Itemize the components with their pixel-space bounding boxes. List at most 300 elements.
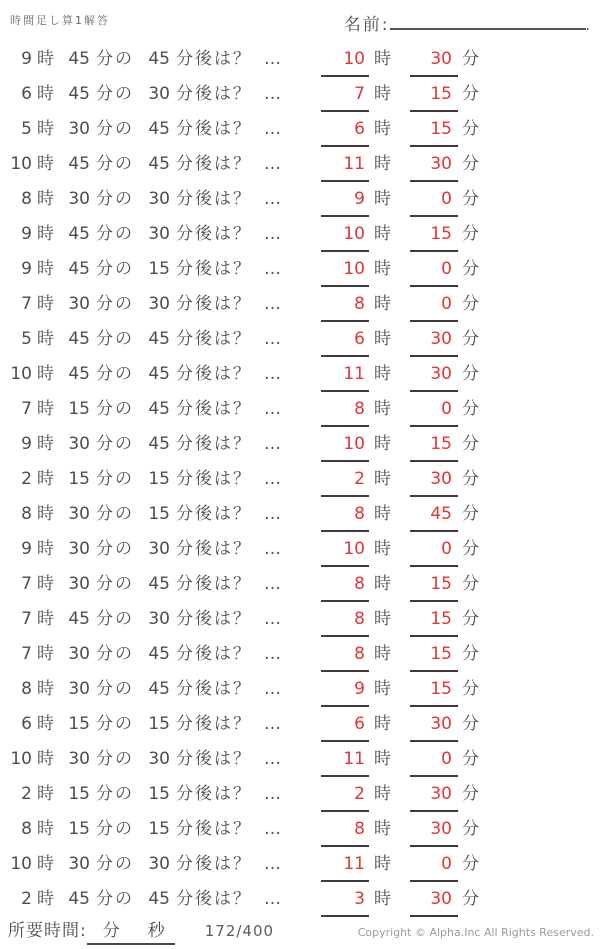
answer-hour-value: 8 xyxy=(354,294,365,314)
problem-row xyxy=(0,116,600,151)
answer-hour-blank xyxy=(321,81,369,112)
minute-no-label: 分の xyxy=(96,294,134,314)
answer-minute-blank xyxy=(410,466,458,497)
question-minute2: 45 xyxy=(148,679,170,699)
answer-minute-blank xyxy=(410,816,458,847)
ellipsis: … xyxy=(264,889,281,909)
answer-hour-blank xyxy=(321,221,369,252)
after-question-label: 分後は？ xyxy=(176,469,252,489)
answer-hour-unit-label: 時 xyxy=(374,749,391,769)
problem-row xyxy=(0,186,600,221)
after-question-label: 分後は？ xyxy=(176,259,252,279)
minute-no-label: 分の xyxy=(96,189,134,209)
answer-minute-value: 30 xyxy=(430,364,452,384)
after-question-label: 分後は？ xyxy=(176,329,252,349)
question-minute2: 30 xyxy=(148,294,170,314)
answer-minute-blank xyxy=(410,676,458,707)
time-required-blank xyxy=(87,916,175,945)
question-minute2: 45 xyxy=(148,119,170,139)
page-number: 172/400 xyxy=(204,922,275,940)
after-question-label: 分後は？ xyxy=(176,819,252,839)
question-hour: 7 xyxy=(21,644,32,664)
question-hour: 8 xyxy=(21,189,32,209)
after-question-label: 分後は？ xyxy=(176,434,252,454)
question-hour: 9 xyxy=(21,49,32,69)
hour-unit-label: 時 xyxy=(37,399,54,419)
minute-no-label: 分の xyxy=(96,469,134,489)
answer-minute-value: 0 xyxy=(441,259,452,279)
question-hour: 7 xyxy=(21,399,32,419)
answer-hour-value: 9 xyxy=(354,189,365,209)
answer-minute-blank xyxy=(410,116,458,147)
answer-minute-value: 30 xyxy=(430,714,452,734)
answer-minute-blank xyxy=(410,781,458,812)
question-hour: 7 xyxy=(21,574,32,594)
ellipsis: … xyxy=(264,434,281,454)
question-hour: 8 xyxy=(21,679,32,699)
minute-no-label: 分の xyxy=(96,854,134,874)
hour-unit-label: 時 xyxy=(37,189,54,209)
ellipsis: … xyxy=(264,364,281,384)
answer-minute-unit-label: 分 xyxy=(462,504,479,524)
question-hour: 2 xyxy=(21,784,32,804)
answer-hour-value: 3 xyxy=(354,889,365,909)
question-minute1: 30 xyxy=(68,539,90,559)
problem-row xyxy=(0,396,600,431)
after-question-label: 分後は？ xyxy=(176,714,252,734)
answer-hour-blank xyxy=(321,466,369,497)
answer-hour-unit-label: 時 xyxy=(374,539,391,559)
answer-hour-blank xyxy=(321,536,369,567)
answer-hour-unit-label: 時 xyxy=(374,364,391,384)
answer-minute-value: 15 xyxy=(430,434,452,454)
answer-hour-value: 10 xyxy=(343,224,365,244)
question-minute2: 15 xyxy=(148,504,170,524)
answer-hour-value: 2 xyxy=(354,469,365,489)
problem-row xyxy=(0,326,600,361)
ellipsis: … xyxy=(264,259,281,279)
after-question-label: 分後は？ xyxy=(176,119,252,139)
answer-minute-unit-label: 分 xyxy=(462,434,479,454)
answer-minute-unit-label: 分 xyxy=(462,329,479,349)
answer-minute-unit-label: 分 xyxy=(462,154,479,174)
hour-unit-label: 時 xyxy=(37,679,54,699)
answer-minute-blank xyxy=(410,501,458,532)
answer-minute-value: 15 xyxy=(430,574,452,594)
answer-hour-blank xyxy=(321,816,369,847)
question-hour: 6 xyxy=(21,84,32,104)
ellipsis: … xyxy=(264,399,281,419)
answer-hour-unit-label: 時 xyxy=(374,154,391,174)
question-minute2: 45 xyxy=(148,399,170,419)
minute-no-label: 分の xyxy=(96,119,134,139)
answer-hour-value: 10 xyxy=(343,259,365,279)
ellipsis: … xyxy=(264,574,281,594)
problem-row xyxy=(0,746,600,781)
hour-unit-label: 時 xyxy=(37,119,54,139)
question-minute2: 15 xyxy=(148,259,170,279)
question-minute2: 30 xyxy=(148,84,170,104)
answer-hour-unit-label: 時 xyxy=(374,329,391,349)
question-hour: 2 xyxy=(21,469,32,489)
question-minute2: 45 xyxy=(148,644,170,664)
answer-minute-unit-label: 分 xyxy=(462,399,479,419)
answer-hour-blank xyxy=(321,746,369,777)
question-minute2: 30 xyxy=(148,189,170,209)
answer-hour-blank xyxy=(321,116,369,147)
question-minute2: 45 xyxy=(148,889,170,909)
name-label: 名前: xyxy=(343,15,390,35)
answer-hour-unit-label: 時 xyxy=(374,784,391,804)
ellipsis: … xyxy=(264,189,281,209)
ellipsis: … xyxy=(264,329,281,349)
answer-hour-blank xyxy=(321,326,369,357)
ellipsis: … xyxy=(264,154,281,174)
page-title: 時間足し算1解答 xyxy=(10,14,110,27)
time-required-label: 所要時間: xyxy=(8,921,87,941)
problem-row xyxy=(0,81,600,116)
answer-minute-unit-label: 分 xyxy=(462,854,479,874)
question-minute1: 15 xyxy=(68,784,90,804)
answer-hour-value: 7 xyxy=(354,84,365,104)
answer-minute-value: 15 xyxy=(430,679,452,699)
question-hour: 9 xyxy=(21,259,32,279)
question-minute1: 30 xyxy=(68,854,90,874)
problem-row xyxy=(0,291,600,326)
hour-unit-label: 時 xyxy=(37,259,54,279)
answer-minute-unit-label: 分 xyxy=(462,539,479,559)
answer-hour-unit-label: 時 xyxy=(374,504,391,524)
answer-minute-value: 30 xyxy=(430,154,452,174)
question-minute2: 15 xyxy=(148,784,170,804)
answer-hour-unit-label: 時 xyxy=(374,259,391,279)
answer-minute-unit-label: 分 xyxy=(462,644,479,664)
problem-row xyxy=(0,46,600,81)
answer-hour-blank xyxy=(321,606,369,637)
question-hour: 8 xyxy=(21,504,32,524)
after-question-label: 分後は？ xyxy=(176,854,252,874)
answer-minute-unit-label: 分 xyxy=(462,609,479,629)
answer-hour-unit-label: 時 xyxy=(374,854,391,874)
minute-no-label: 分の xyxy=(96,574,134,594)
answer-hour-value: 6 xyxy=(354,329,365,349)
question-minute1: 45 xyxy=(68,609,90,629)
answer-hour-blank xyxy=(321,396,369,427)
answer-hour-blank xyxy=(321,501,369,532)
answer-hour-value: 9 xyxy=(354,679,365,699)
problem-row xyxy=(0,256,600,291)
ellipsis: … xyxy=(264,224,281,244)
answer-hour-blank xyxy=(321,676,369,707)
answer-minute-unit-label: 分 xyxy=(462,574,479,594)
answer-hour-unit-label: 時 xyxy=(374,224,391,244)
question-minute1: 30 xyxy=(68,434,90,454)
answer-hour-unit-label: 時 xyxy=(374,609,391,629)
answer-hour-unit-label: 時 xyxy=(374,679,391,699)
hour-unit-label: 時 xyxy=(37,609,54,629)
answer-hour-value: 2 xyxy=(354,784,365,804)
question-minute2: 30 xyxy=(148,224,170,244)
question-minute1: 15 xyxy=(68,819,90,839)
problem-row xyxy=(0,466,600,501)
answer-minute-blank xyxy=(410,746,458,777)
question-hour: 9 xyxy=(21,434,32,454)
answer-minute-value: 0 xyxy=(441,294,452,314)
answer-hour-unit-label: 時 xyxy=(374,119,391,139)
minute-no-label: 分の xyxy=(96,539,134,559)
answer-minute-blank xyxy=(410,326,458,357)
answer-hour-blank xyxy=(321,151,369,182)
question-minute2: 30 xyxy=(148,539,170,559)
name-blank-line xyxy=(390,8,586,30)
hour-unit-label: 時 xyxy=(37,294,54,314)
after-question-label: 分後は？ xyxy=(176,154,252,174)
problem-row xyxy=(0,431,600,466)
after-question-label: 分後は？ xyxy=(176,189,252,209)
answer-hour-value: 8 xyxy=(354,399,365,419)
answer-minute-value: 0 xyxy=(441,749,452,769)
question-minute1: 15 xyxy=(68,469,90,489)
problem-row xyxy=(0,851,600,886)
problem-row xyxy=(0,571,600,606)
answer-hour-blank xyxy=(321,571,369,602)
question-hour: 10 xyxy=(10,749,32,769)
answer-minute-value: 0 xyxy=(441,189,452,209)
hour-unit-label: 時 xyxy=(37,574,54,594)
question-minute2: 45 xyxy=(148,434,170,454)
after-question-label: 分後は？ xyxy=(176,84,252,104)
answer-minute-value: 0 xyxy=(441,539,452,559)
name-line-period: . xyxy=(585,18,590,34)
copyright-text: Copyright © Alpha.Inc All Rights Reserved. xyxy=(357,926,594,939)
after-question-label: 分後は？ xyxy=(176,889,252,909)
question-minute1: 45 xyxy=(68,49,90,69)
minute-no-label: 分の xyxy=(96,784,134,804)
ellipsis: … xyxy=(264,784,281,804)
hour-unit-label: 時 xyxy=(37,539,54,559)
answer-minute-unit-label: 分 xyxy=(462,889,479,909)
answer-hour-blank xyxy=(321,186,369,217)
hour-unit-label: 時 xyxy=(37,854,54,874)
answer-hour-value: 10 xyxy=(343,539,365,559)
answer-hour-value: 10 xyxy=(343,434,365,454)
question-hour: 2 xyxy=(21,889,32,909)
hour-unit-label: 時 xyxy=(37,49,54,69)
answer-minute-value: 15 xyxy=(430,84,452,104)
problem-row xyxy=(0,221,600,256)
answer-minute-blank xyxy=(410,536,458,567)
question-minute1: 45 xyxy=(68,224,90,244)
minute-no-label: 分の xyxy=(96,224,134,244)
answer-minute-unit-label: 分 xyxy=(462,679,479,699)
answer-minute-unit-label: 分 xyxy=(462,749,479,769)
answer-hour-value: 8 xyxy=(354,644,365,664)
question-hour: 6 xyxy=(21,714,32,734)
question-minute1: 30 xyxy=(68,119,90,139)
problem-row xyxy=(0,676,600,711)
answer-minute-blank xyxy=(410,256,458,287)
hour-unit-label: 時 xyxy=(37,714,54,734)
hour-unit-label: 時 xyxy=(37,504,54,524)
question-hour: 9 xyxy=(21,539,32,559)
question-hour: 7 xyxy=(21,294,32,314)
hour-unit-label: 時 xyxy=(37,329,54,349)
minute-no-label: 分の xyxy=(96,364,134,384)
hour-unit-label: 時 xyxy=(37,644,54,664)
answer-hour-blank xyxy=(321,361,369,392)
question-minute1: 30 xyxy=(68,574,90,594)
answer-minute-blank xyxy=(410,361,458,392)
question-hour: 9 xyxy=(21,224,32,244)
answer-minute-value: 30 xyxy=(430,819,452,839)
answer-hour-unit-label: 時 xyxy=(374,889,391,909)
answer-hour-unit-label: 時 xyxy=(374,434,391,454)
minute-no-label: 分の xyxy=(96,679,134,699)
question-minute1: 30 xyxy=(68,644,90,664)
after-question-label: 分後は？ xyxy=(176,574,252,594)
minute-no-label: 分の xyxy=(96,329,134,349)
question-hour: 7 xyxy=(21,609,32,629)
after-question-label: 分後は？ xyxy=(176,609,252,629)
question-minute1: 45 xyxy=(68,889,90,909)
question-minute2: 45 xyxy=(148,154,170,174)
problem-row xyxy=(0,606,600,641)
ellipsis: … xyxy=(264,84,281,104)
question-hour: 10 xyxy=(10,854,32,874)
question-minute2: 30 xyxy=(148,609,170,629)
question-minute1: 30 xyxy=(68,679,90,699)
minute-no-label: 分の xyxy=(96,749,134,769)
problem-row xyxy=(0,151,600,186)
answer-minute-blank xyxy=(410,711,458,742)
answer-hour-value: 8 xyxy=(354,609,365,629)
question-minute2: 15 xyxy=(148,819,170,839)
minute-no-label: 分の xyxy=(96,609,134,629)
question-minute2: 45 xyxy=(148,574,170,594)
page-header xyxy=(10,6,590,35)
problem-row xyxy=(0,641,600,676)
answer-minute-value: 30 xyxy=(430,889,452,909)
question-minute2: 45 xyxy=(148,364,170,384)
minute-no-label: 分の xyxy=(96,714,134,734)
problem-row xyxy=(0,816,600,851)
ellipsis: … xyxy=(264,294,281,314)
answer-minute-blank xyxy=(410,886,458,917)
minute-no-label: 分の xyxy=(96,889,134,909)
answer-minute-blank xyxy=(410,606,458,637)
question-minute1: 30 xyxy=(68,294,90,314)
answer-minute-value: 30 xyxy=(430,784,452,804)
answer-minute-blank xyxy=(410,396,458,427)
answer-minute-value: 15 xyxy=(430,644,452,664)
problem-row xyxy=(0,781,600,816)
answer-hour-unit-label: 時 xyxy=(374,84,391,104)
hour-unit-label: 時 xyxy=(37,819,54,839)
answer-hour-unit-label: 時 xyxy=(374,189,391,209)
hour-unit-label: 時 xyxy=(37,469,54,489)
answer-minute-blank xyxy=(410,46,458,77)
minutes-unit-label: 分 xyxy=(102,921,120,941)
minute-no-label: 分の xyxy=(96,504,134,524)
answer-minute-blank xyxy=(410,186,458,217)
problem-row xyxy=(0,501,600,536)
answer-hour-blank xyxy=(321,46,369,77)
ellipsis: … xyxy=(264,644,281,664)
question-hour: 10 xyxy=(10,154,32,174)
answer-hour-value: 11 xyxy=(343,854,365,874)
question-minute1: 15 xyxy=(68,714,90,734)
question-minute1: 30 xyxy=(68,749,90,769)
after-question-label: 分後は？ xyxy=(176,504,252,524)
answer-hour-value: 6 xyxy=(354,714,365,734)
minute-no-label: 分の xyxy=(96,154,134,174)
after-question-label: 分後は？ xyxy=(176,784,252,804)
answer-minute-unit-label: 分 xyxy=(462,189,479,209)
answer-minute-blank xyxy=(410,291,458,322)
answer-hour-value: 11 xyxy=(343,154,365,174)
answer-minute-unit-label: 分 xyxy=(462,119,479,139)
answer-hour-value: 11 xyxy=(343,749,365,769)
ellipsis: … xyxy=(264,609,281,629)
minute-no-label: 分の xyxy=(96,644,134,664)
question-minute1: 45 xyxy=(68,84,90,104)
minute-no-label: 分の xyxy=(96,434,134,454)
question-hour: 8 xyxy=(21,819,32,839)
answer-minute-blank xyxy=(410,81,458,112)
question-hour: 5 xyxy=(21,119,32,139)
answer-minute-value: 45 xyxy=(430,504,452,524)
answer-minute-value: 30 xyxy=(430,49,452,69)
minute-no-label: 分の xyxy=(96,49,134,69)
answer-minute-value: 15 xyxy=(430,224,452,244)
answer-hour-value: 10 xyxy=(343,49,365,69)
answer-minute-value: 30 xyxy=(430,329,452,349)
answer-hour-blank xyxy=(321,781,369,812)
problem-row xyxy=(0,361,600,396)
question-minute2: 45 xyxy=(148,49,170,69)
answer-minute-unit-label: 分 xyxy=(462,469,479,489)
question-hour: 5 xyxy=(21,329,32,349)
page-footer xyxy=(8,916,594,945)
problem-row xyxy=(0,536,600,571)
minute-no-label: 分の xyxy=(96,819,134,839)
answer-hour-unit-label: 時 xyxy=(374,399,391,419)
answer-minute-value: 15 xyxy=(430,609,452,629)
answer-minute-blank xyxy=(410,641,458,672)
question-minute2: 30 xyxy=(148,854,170,874)
question-minute2: 15 xyxy=(148,469,170,489)
problem-row xyxy=(0,711,600,746)
answer-minute-unit-label: 分 xyxy=(462,714,479,734)
answer-hour-blank xyxy=(321,256,369,287)
after-question-label: 分後は？ xyxy=(176,294,252,314)
hour-unit-label: 時 xyxy=(37,749,54,769)
after-question-label: 分後は？ xyxy=(176,539,252,559)
after-question-label: 分後は？ xyxy=(176,224,252,244)
after-question-label: 分後は？ xyxy=(176,399,252,419)
answer-minute-value: 15 xyxy=(430,119,452,139)
answer-hour-value: 6 xyxy=(354,119,365,139)
problems-list xyxy=(0,46,600,921)
question-minute1: 45 xyxy=(68,154,90,174)
answer-hour-unit-label: 時 xyxy=(374,469,391,489)
after-question-label: 分後は？ xyxy=(176,749,252,769)
question-hour: 10 xyxy=(10,364,32,384)
question-minute2: 45 xyxy=(148,329,170,349)
answer-minute-blank xyxy=(410,851,458,882)
answer-minute-unit-label: 分 xyxy=(462,49,479,69)
after-question-label: 分後は？ xyxy=(176,679,252,699)
